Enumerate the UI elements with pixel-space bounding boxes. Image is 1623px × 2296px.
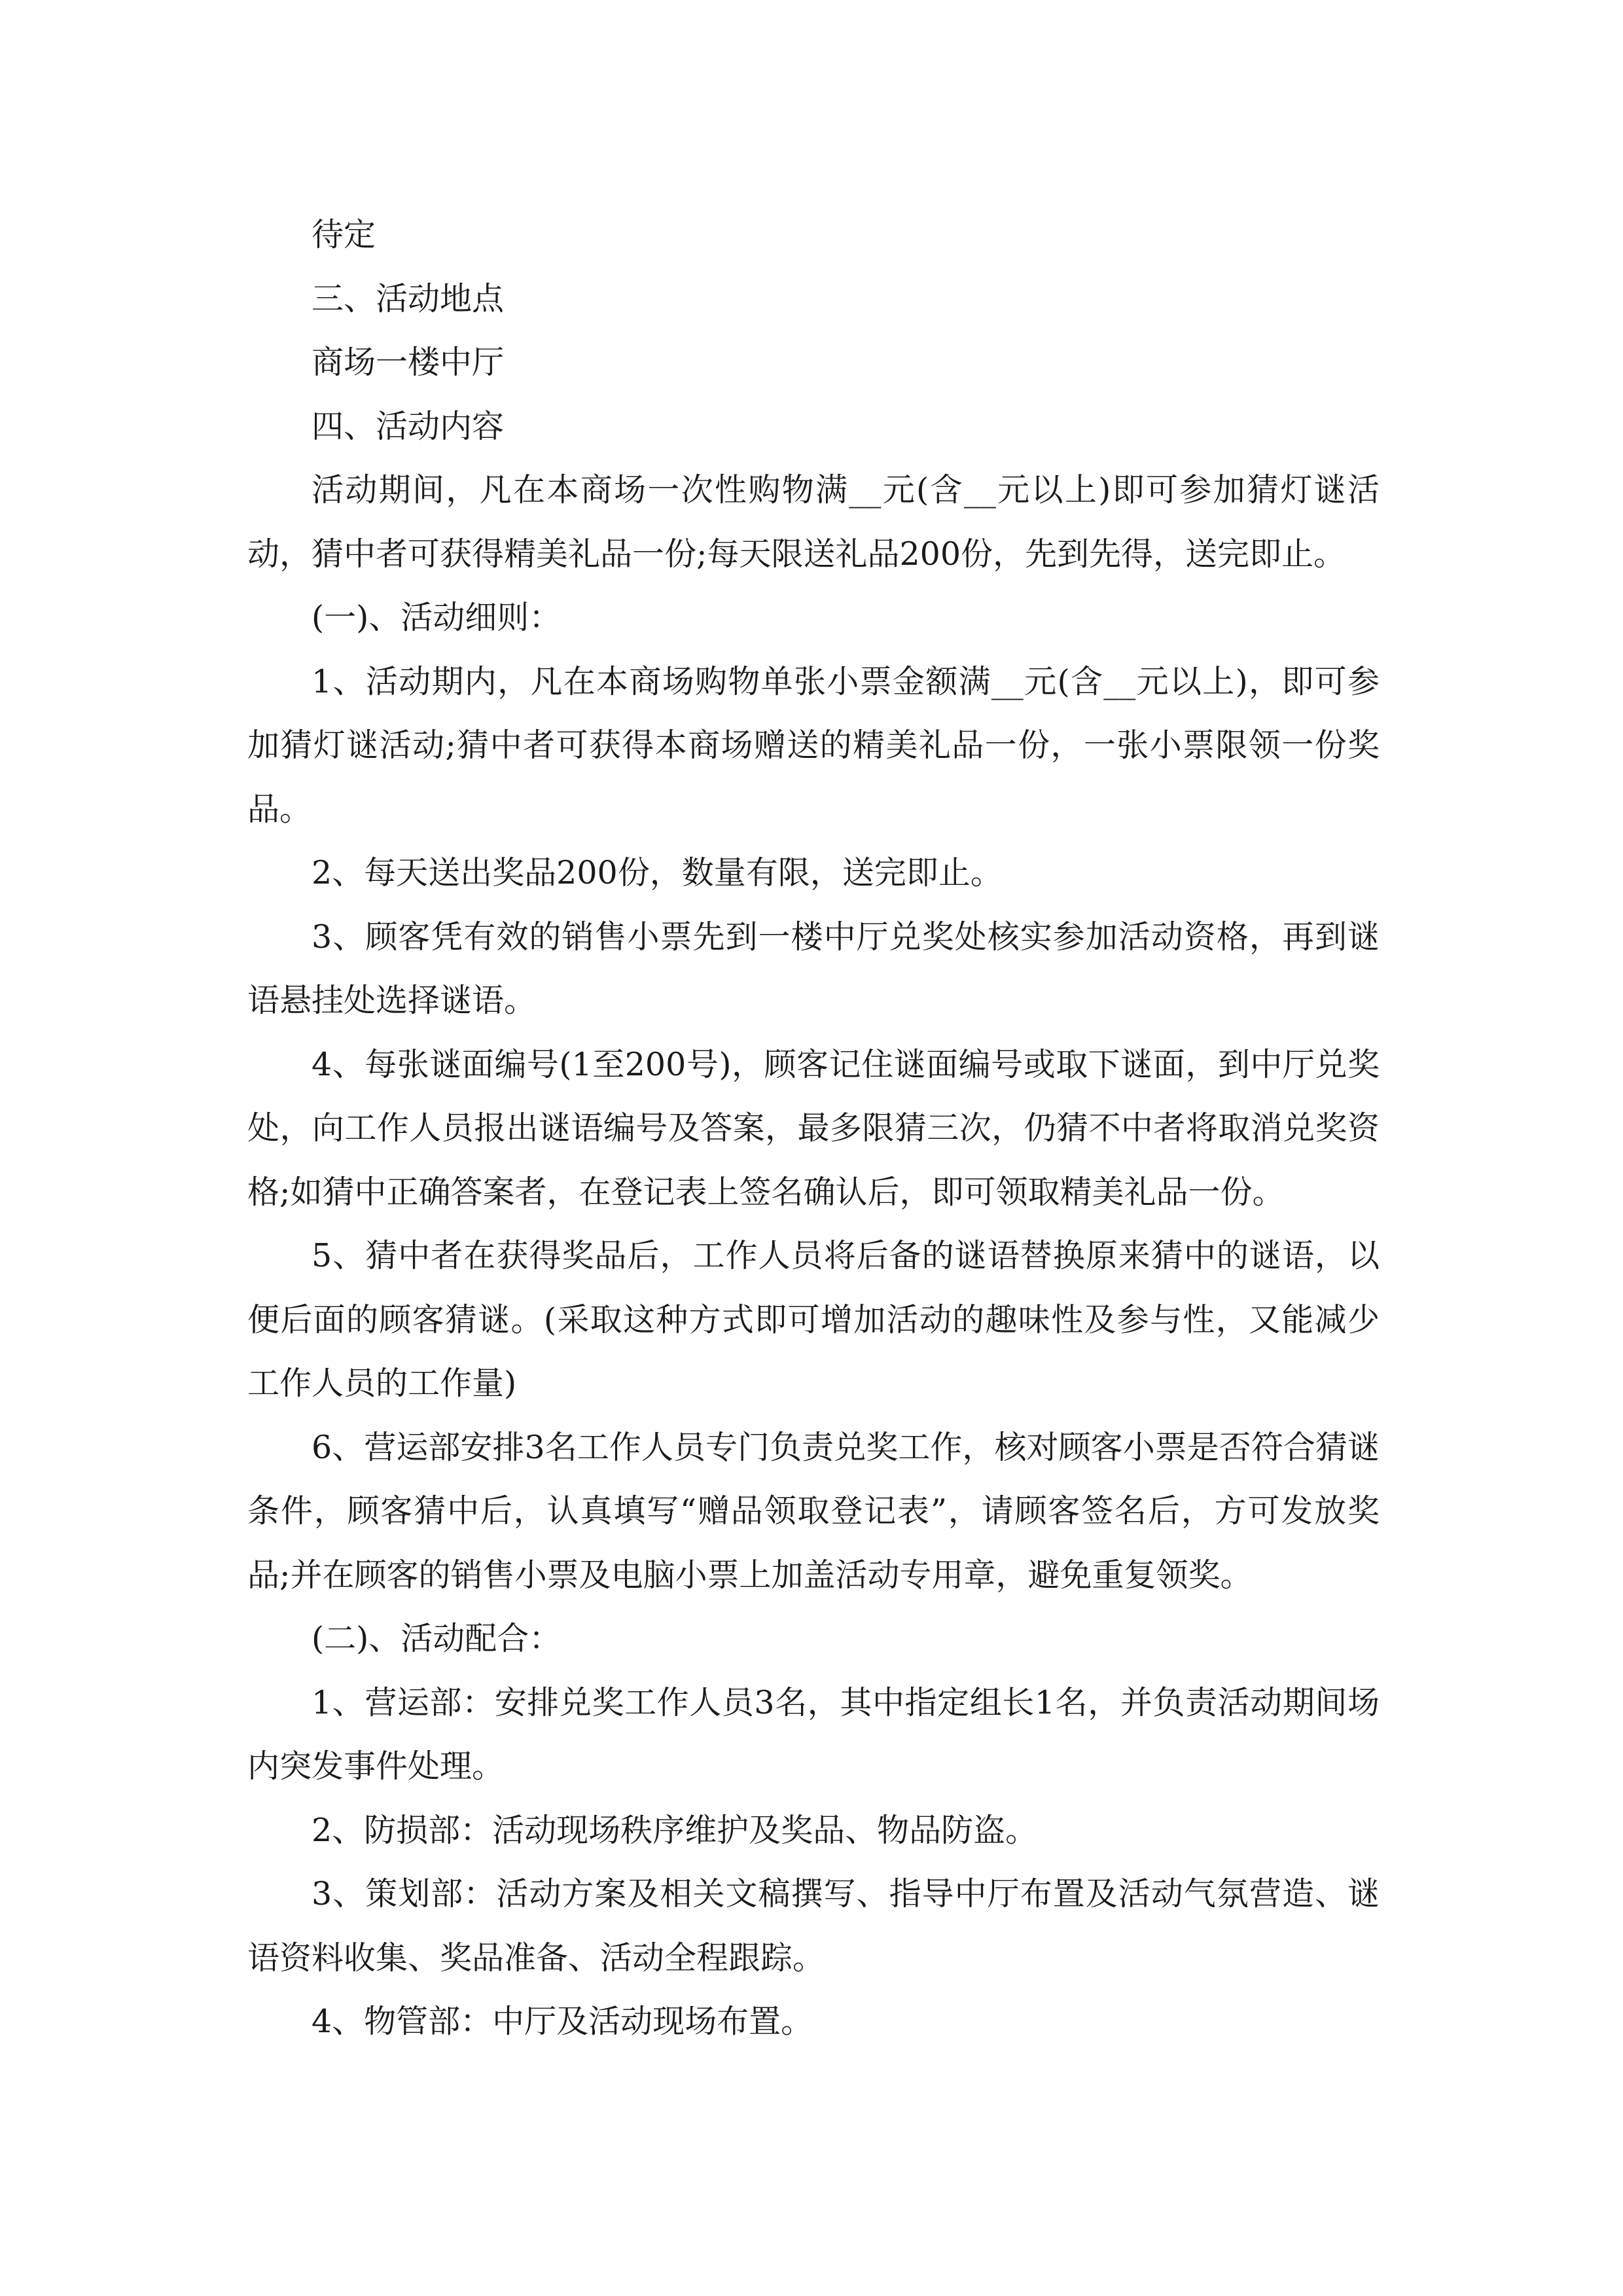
- rule-item-3: 3、顾客凭有效的销售小票先到一楼中厅兑奖处核实参加活动资格，再到谜语悬挂处选择谜语。: [247, 918, 1380, 1019]
- paragraph-location: 商场一楼中厅: [312, 344, 505, 381]
- heading-activity-location: 三、活动地点: [312, 279, 505, 317]
- heading-activity-content: 四、活动内容: [312, 407, 505, 445]
- paragraph-activity-summary: 活动期间，凡在本商场一次性购物满__元(含__元以上)即可参加猜灯谜活动，猜中者可获得精美礼品一份;每天限送礼品200份，先到先得，送完即止。: [247, 471, 1380, 573]
- subheading-activity-coordination: (二)、活动配合：: [312, 1620, 562, 1657]
- rule-item-4: 4、每张谜面编号(1至200号)，顾客记住谜面编号或取下谜面，到中厅兑奖处，向工作人员报出谜语编号及答案，最多限猜三次，仍猜不中者将取消兑奖资格;如猜中正确答案者，在登记表上签名确认后，即可领取精美礼品一份。: [247, 1045, 1380, 1211]
- coordination-item-1: 1、营运部：安排兑奖工作人员3名，其中指定组长1名，并负责活动期间场内突发事件处理。: [247, 1683, 1380, 1785]
- rule-item-6: 6、营运部安排3名工作人员专门负责兑奖工作，核对顾客小票是否符合猜谜条件，顾客猜中后，认真填写“赠品领取登记表”，请顾客签名后，方可发放奖品;并在顾客的销售小票及电脑小票上加盖活动专用章，避免重复领奖。: [247, 1428, 1380, 1594]
- coordination-item-2: 2、防损部：活动现场秩序维护及奖品、物品防盗。: [312, 1811, 1038, 1849]
- rule-item-2: 2、每天送出奖品200份，数量有限，送完即止。: [312, 854, 1003, 891]
- document-body: [247, 203, 1380, 2054]
- paragraph-pending: 待定: [312, 216, 376, 253]
- coordination-item-4: 4、物管部：中厅及活动现场布置。: [312, 2003, 813, 2040]
- coordination-item-3: 3、策划部：活动方案及相关文稿撰写、指导中厅布置及活动气氛营造、谜语资料收集、奖品准备、活动全程跟踪。: [247, 1875, 1380, 1977]
- subheading-activity-rules: (一)、活动细则：: [312, 599, 562, 636]
- rule-item-5: 5、猜中者在获得奖品后，工作人员将后备的谜语替换原来猜中的谜语，以便后面的顾客猜谜。(采取这种方式即可增加活动的趣味性及参与性，又能减少工作人员的工作量): [247, 1237, 1380, 1402]
- rule-item-1: 1、活动期内，凡在本商场购物单张小票金额满__元(含__元以上)，即可参加猜灯谜活动;猜中者可获得本商场赠送的精美礼品一份，一张小票限领一份奖品。: [247, 662, 1380, 828]
